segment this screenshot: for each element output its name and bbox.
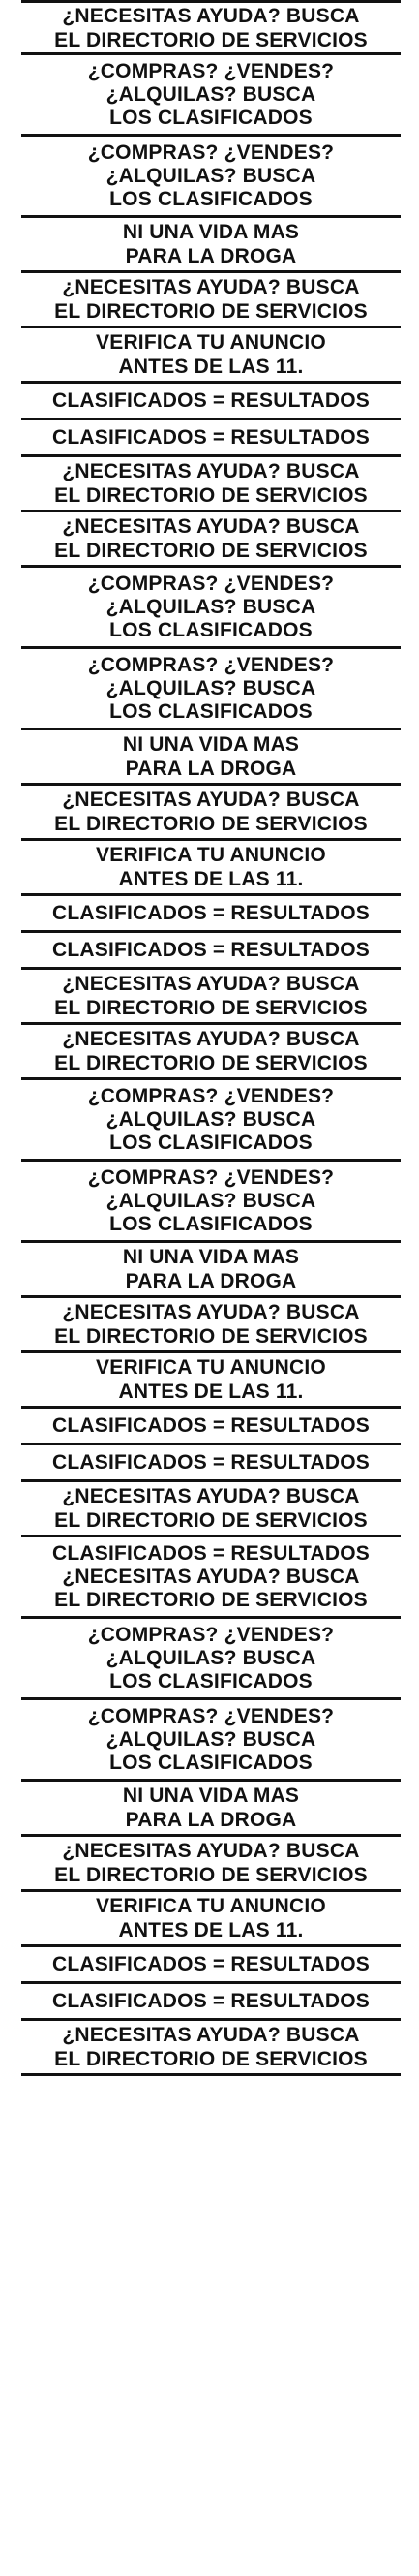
filler-ad <box>21 1162 401 1243</box>
filler-ad <box>21 1409 401 1445</box>
filler-ad-line: ANTES DE LAS 11. <box>118 1919 304 1941</box>
filler-ad-line: ¿NECESITAS AYUDA? BUSCA <box>62 1565 360 1588</box>
filler-ad-line: CLASIFICADOS = RESULTADOS <box>52 938 370 961</box>
filler-ad-line: EL DIRECTORIO DE SERVICIOS <box>54 1052 368 1074</box>
filler-ad-line: VERIFICA TU ANUNCIO <box>96 1895 326 1917</box>
filler-ad-line: EL DIRECTORIO DE SERVICIOS <box>54 813 368 835</box>
filler-ad <box>21 568 401 649</box>
filler-ad-line: EL DIRECTORIO DE SERVICIOS <box>54 1325 368 1348</box>
filler-ad <box>21 55 401 137</box>
filler-ad-line: EL DIRECTORIO DE SERVICIOS <box>54 1588 368 1611</box>
filler-ad-line: LOS CLASIFICADOS <box>109 106 313 129</box>
filler-ad-line: PARA LA DROGA <box>125 758 297 780</box>
filler-ad-line: ¿COMPRAS? ¿VENDES? <box>87 572 335 595</box>
filler-ad <box>21 1353 401 1409</box>
filler-ad-line: NI UNA VIDA MAS <box>122 1785 300 1807</box>
filler-ad-line: CLASIFICADOS = RESULTADOS <box>52 425 370 449</box>
filler-ad-strip <box>21 0 401 2076</box>
filler-ad <box>21 328 401 384</box>
filler-ad-line: ANTES DE LAS 11. <box>118 356 304 378</box>
filler-ad <box>21 137 401 218</box>
filler-ad-line: ¿NECESITAS AYUDA? BUSCA <box>62 789 360 811</box>
filler-ad-line: VERIFICA TU ANUNCIO <box>96 1356 326 1379</box>
filler-ad-line: ¿NECESITAS AYUDA? BUSCA <box>62 276 360 298</box>
filler-ad-line: NI UNA VIDA MAS <box>122 733 300 756</box>
filler-ad <box>21 273 401 328</box>
filler-ad <box>21 218 401 273</box>
filler-ad-line: EL DIRECTORIO DE SERVICIOS <box>54 300 368 323</box>
filler-ad-line: PARA LA DROGA <box>125 1809 297 1831</box>
filler-ad <box>21 1837 401 1892</box>
filler-ad <box>21 1445 401 1482</box>
filler-ad-line: EL DIRECTORIO DE SERVICIOS <box>54 28 368 51</box>
filler-ad-line: ¿COMPRAS? ¿VENDES? <box>87 1165 335 1189</box>
filler-ad-line: ¿COMPRAS? ¿VENDES? <box>87 1623 335 1646</box>
filler-ad-line: EL DIRECTORIO DE SERVICIOS <box>54 484 368 507</box>
filler-ad-line: EL DIRECTORIO DE SERVICIOS <box>54 1509 368 1532</box>
filler-ad-line: CLASIFICADOS = RESULTADOS <box>52 901 370 924</box>
filler-ad <box>21 512 401 568</box>
filler-ad-line: ¿ALQUILAS? BUSCA <box>105 1107 316 1131</box>
filler-ad-line: PARA LA DROGA <box>125 245 297 267</box>
filler-ad <box>21 1782 401 1837</box>
filler-ad <box>21 786 401 841</box>
filler-ad-line: ¿NECESITAS AYUDA? BUSCA <box>62 460 360 482</box>
filler-ad <box>21 649 401 730</box>
filler-ad <box>21 384 401 420</box>
filler-ad-line: LOS CLASIFICADOS <box>109 1751 313 1774</box>
filler-ad <box>21 970 401 1025</box>
filler-ad-line: NI UNA VIDA MAS <box>122 221 300 243</box>
filler-ad-line: CLASIFICADOS = RESULTADOS <box>52 388 370 412</box>
filler-ad-line: ¿ALQUILAS? BUSCA <box>105 595 316 618</box>
filler-ad-line: LOS CLASIFICADOS <box>109 1669 313 1692</box>
filler-ad <box>21 1619 401 1700</box>
filler-ad <box>21 896 401 933</box>
filler-ad-line: ANTES DE LAS 11. <box>118 868 304 890</box>
filler-ad-line: ANTES DE LAS 11. <box>118 1381 304 1403</box>
filler-ad-line: CLASIFICADOS = RESULTADOS <box>52 1450 370 1474</box>
filler-ad-line: EL DIRECTORIO DE SERVICIOS <box>54 2048 368 2070</box>
filler-ad-line: ¿ALQUILAS? BUSCA <box>105 1189 316 1212</box>
filler-ad <box>21 1243 401 1298</box>
filler-ad <box>21 1984 401 2021</box>
filler-ad-line: EL DIRECTORIO DE SERVICIOS <box>54 540 368 562</box>
filler-ad-line: EL DIRECTORIO DE SERVICIOS <box>54 997 368 1019</box>
filler-ad-line: ¿ALQUILAS? BUSCA <box>105 1646 316 1669</box>
filler-ad-line: PARA LA DROGA <box>125 1270 297 1292</box>
filler-ad-line: ¿NECESITAS AYUDA? BUSCA <box>62 2024 360 2046</box>
filler-ad <box>21 1947 401 1984</box>
filler-ad-line: CLASIFICADOS = RESULTADOS <box>52 1413 370 1437</box>
filler-ad-line: ¿COMPRAS? ¿VENDES? <box>87 653 335 676</box>
filler-ad-line: ¿COMPRAS? ¿VENDES? <box>87 1704 335 1727</box>
filler-ad-line: CLASIFICADOS = RESULTADOS <box>52 1541 370 1565</box>
filler-ad-line: NI UNA VIDA MAS <box>122 1246 300 1268</box>
filler-ad-line: LOS CLASIFICADOS <box>109 618 313 641</box>
filler-ad-line: VERIFICA TU ANUNCIO <box>96 844 326 866</box>
filler-ad-line: ¿NECESITAS AYUDA? BUSCA <box>62 1485 360 1507</box>
filler-ad <box>21 0 401 55</box>
filler-ad <box>21 933 401 970</box>
filler-ad-line: EL DIRECTORIO DE SERVICIOS <box>54 1864 368 1886</box>
filler-ad-line: CLASIFICADOS = RESULTADOS <box>52 1952 370 1975</box>
filler-ad-line: ¿ALQUILAS? BUSCA <box>105 676 316 699</box>
filler-ad <box>21 1537 401 1619</box>
filler-ad <box>21 1025 401 1080</box>
filler-ad-line: ¿ALQUILAS? BUSCA <box>105 1727 316 1751</box>
filler-ad-line: ¿NECESITAS AYUDA? BUSCA <box>62 973 360 995</box>
filler-ad <box>21 841 401 896</box>
filler-ad-line: VERIFICA TU ANUNCIO <box>96 331 326 354</box>
filler-ad-line: ¿COMPRAS? ¿VENDES? <box>87 140 335 164</box>
filler-ad-line: ¿NECESITAS AYUDA? BUSCA <box>62 4 360 27</box>
filler-ad <box>21 730 401 786</box>
filler-ad <box>21 1700 401 1782</box>
filler-ad-line: ¿NECESITAS AYUDA? BUSCA <box>62 1028 360 1050</box>
filler-ad <box>21 1080 401 1162</box>
filler-ad-line: ¿NECESITAS AYUDA? BUSCA <box>62 1840 360 1862</box>
filler-ad-line: LOS CLASIFICADOS <box>109 1131 313 1154</box>
filler-ad-line: CLASIFICADOS = RESULTADOS <box>52 1989 370 2012</box>
filler-ad <box>21 2021 401 2076</box>
filler-ad <box>21 420 401 457</box>
filler-ad-line: LOS CLASIFICADOS <box>109 1212 313 1235</box>
filler-ad-line: LOS CLASIFICADOS <box>109 187 313 210</box>
filler-ad-line: ¿ALQUILAS? BUSCA <box>105 164 316 187</box>
filler-ad <box>21 457 401 512</box>
filler-ad-line: ¿NECESITAS AYUDA? BUSCA <box>62 515 360 538</box>
filler-ad-line: ¿NECESITAS AYUDA? BUSCA <box>62 1301 360 1323</box>
filler-ad <box>21 1298 401 1353</box>
filler-ad <box>21 1892 401 1947</box>
filler-ad-line: ¿ALQUILAS? BUSCA <box>105 82 316 106</box>
filler-ad <box>21 1482 401 1537</box>
filler-ad-line: ¿COMPRAS? ¿VENDES? <box>87 1084 335 1107</box>
filler-ad-line: LOS CLASIFICADOS <box>109 699 313 723</box>
filler-ad-line: ¿COMPRAS? ¿VENDES? <box>87 59 335 82</box>
